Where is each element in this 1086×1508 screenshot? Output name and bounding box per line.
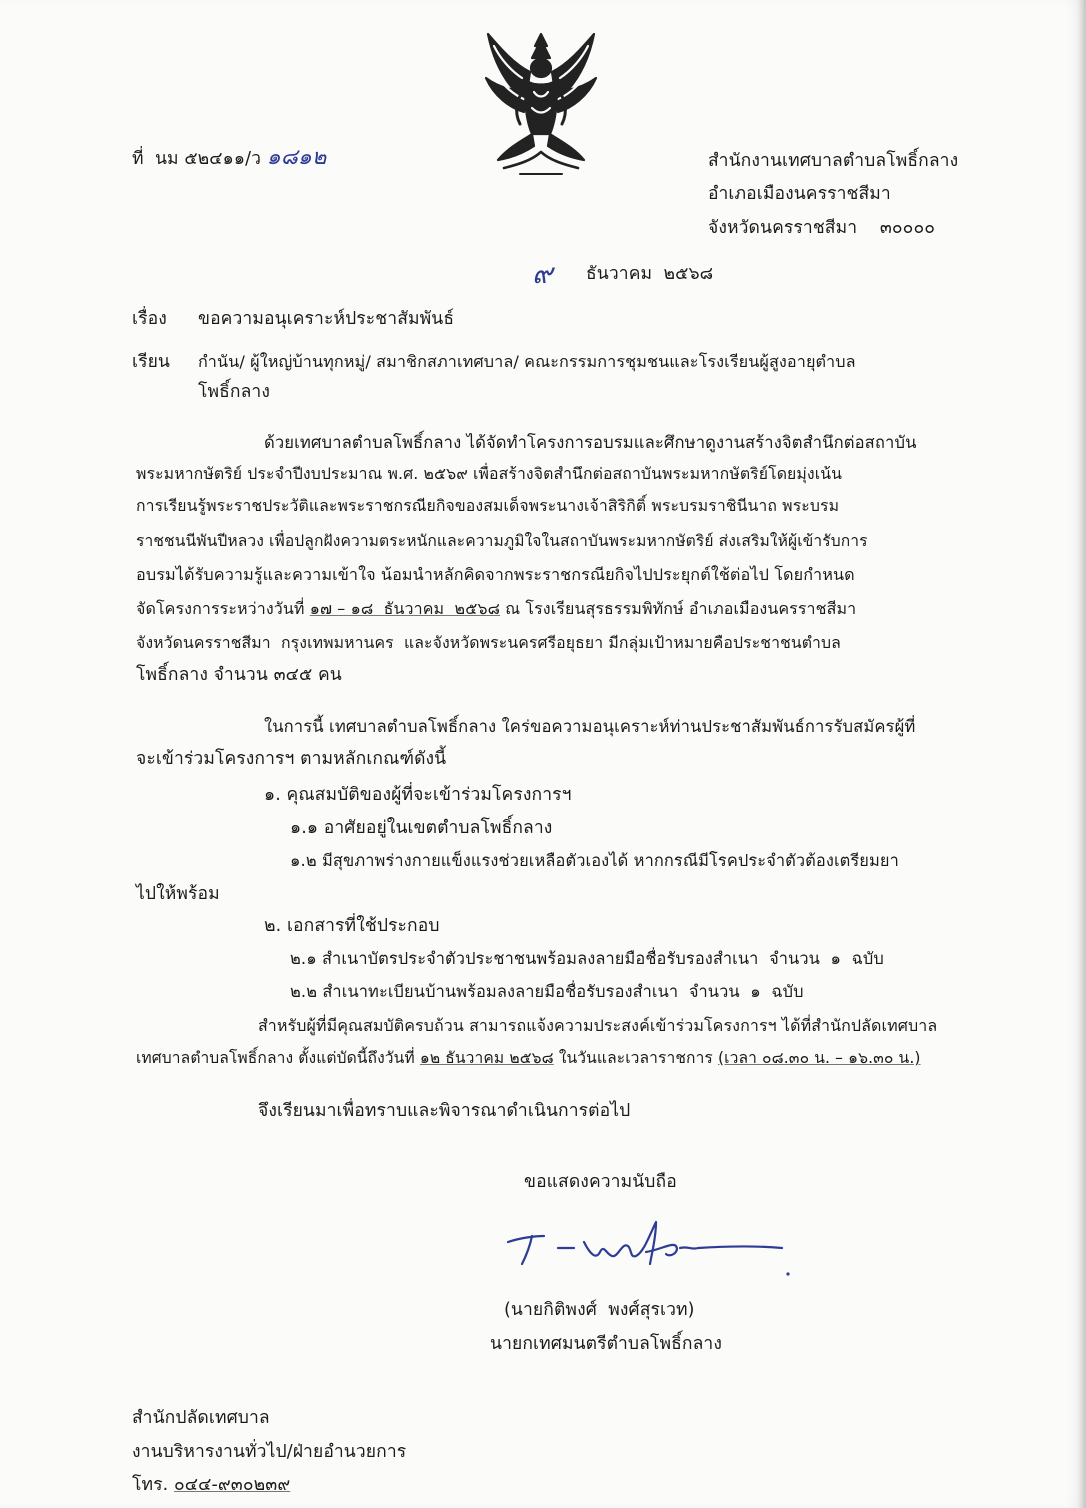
- footer-office: สำนักปลัดเทศบาล: [132, 1408, 270, 1428]
- salutation: ขอแสดงความนับถือ: [524, 1172, 677, 1192]
- footer-phone-number: ๐๔๔-๙๓๐๒๓๙: [173, 1475, 291, 1495]
- para1-line-4: ราชชนนีพันปีหลวง เพื่อปลูกฝังความตระหนักและความภูมิใจในสถาบันพระมหากษัตริย์ ส่งเสริมให้ผู้เข้ารับการ: [136, 532, 868, 550]
- para1-line-2: พระมหากษัตริย์ ประจำปีงบประมาณ พ.ศ. ๒๕๖๙ เพื่อสร้างจิตสำนึกต่อสถาบันพระมหากษัตริย์โดยมุ่งเน้น: [136, 464, 843, 483]
- para3-line-2: [136, 1046, 921, 1070]
- para3-line-1: สำหรับผู้ที่มีคุณสมบัติครบถ้วน สามารถแจ้งความประสงค์เข้าร่วมโครงการฯ ได้ที่สำนักปลัดเทศบาล: [258, 1016, 938, 1035]
- para1-line-6: [136, 597, 856, 621]
- criteria-1: ๑. คุณสมบัติของผู้ที่จะเข้าร่วมโครงการฯ: [264, 785, 572, 805]
- footer-phone: [132, 1473, 290, 1497]
- doc-number: [132, 146, 326, 171]
- date-day-handwritten: ๙: [532, 257, 553, 290]
- para1-line-7: จังหวัดนครราชสีมา กรุงเทพมหานคร และจังหวัดพระนครศรีอยุธยา มีกลุ่มเป้าหมายคือประชาชนตำบล: [136, 633, 841, 652]
- subject-text: ขอความอนุเคราะห์ประชาสัมพันธ์: [198, 309, 455, 329]
- deadline-date: ๑๒ ธันวาคม ๒๕๖๘: [419, 1049, 554, 1067]
- doc-number-label: ที่: [132, 149, 144, 169]
- para1-line-6-start: จัดโครงการระหว่างวันที่: [136, 599, 310, 618]
- criteria-2-1: ๒.๑ สำเนาบัตรประจำตัวประชาชนพร้อมลงลายมือชื่อรับรองสำเนา จำนวน ๑ ฉบับ: [290, 949, 884, 968]
- signature-icon: [500, 1212, 800, 1286]
- event-dates: ๑๗ – ๑๘ ธันวาคม ๒๕๖๘: [309, 599, 501, 618]
- sender-postcode: ๓๐๐๐๐: [879, 218, 935, 238]
- closing-request: จึงเรียนมาเพื่อทราบและพิจารณาดำเนินการต่อไป: [258, 1101, 631, 1121]
- to-line-1: กำนัน/ ผู้ใหญ่บ้านทุกหมู่/ สมาชิกสภาเทศบาล/ คณะกรรมการชุมชนและโรงเรียนผู้สูงอายุตำบล: [198, 352, 856, 371]
- office-hours: (เวลา ๐๘.๓๐ น. – ๑๖.๓๐ น.): [717, 1049, 921, 1067]
- criteria-1-2-cont: ไปให้พร้อม: [136, 884, 220, 904]
- garuda-emblem-icon: [480, 28, 602, 178]
- para3-line-2-start: เทศบาลตำบลโพธิ์กลาง ตั้งแต่บัดนี้ถึงวันที่: [136, 1049, 420, 1067]
- para2-line-2: จะเข้าร่วมโครงการฯ ตามหลักเกณฑ์ดังนี้: [136, 749, 447, 769]
- para3-line-2-mid: ในวันและเวลาราชการ: [553, 1049, 718, 1067]
- page-edge-shadow: [1078, 0, 1086, 1508]
- sender-line-3: [708, 216, 935, 240]
- criteria-1-2: ๑.๒ มีสุขภาพร่างกายแข็งแรงช่วยเหลือตัวเองได้ หากกรณีมีโรคประจำตัวต้องเตรียมยา: [290, 851, 899, 870]
- sender-province: จังหวัดนครราชสีมา: [708, 218, 858, 238]
- doc-number-handwritten: ๑๘๑๒: [266, 145, 327, 170]
- date-month-year: ธันวาคม ๒๕๖๘: [586, 264, 714, 284]
- to-line-2: โพธิ์กลาง: [198, 382, 271, 402]
- criteria-2-2: ๒.๒ สำเนาทะเบียนบ้านพร้อมลงลายมือชื่อรับรองสำเนา จำนวน ๑ ฉบับ: [290, 982, 804, 1001]
- subject-label: เรื่อง: [132, 309, 167, 329]
- para2-line-1: ในการนี้ เทศบาลตำบลโพธิ์กลาง ใคร่ขอความอนุเคราะห์ท่านประชาสัมพันธ์การรับสมัครผู้ที่: [264, 717, 916, 736]
- footer-division: งานบริหารงานทั่วไป/ฝ่ายอำนวยการ: [132, 1442, 407, 1462]
- signer-name: (นายกิติพงศ์ พงศ์สุรเวท): [504, 1300, 695, 1320]
- para1-line-1: ด้วยเทศบาลตำบลโพธิ์กลาง ได้จัดทำโครงการอบรมและศึกษาดูงานสร้างจิตสำนึกต่อสถาบัน: [264, 433, 917, 452]
- para1-line-3: การเรียนรู้พระราชประวัติและพระราชกรณียกิจของสมเด็จพระนางเจ้าสิริกิติ์ พระบรมราชินีนาถ พระบรม: [136, 496, 840, 515]
- signer-position: นายกเทศมนตรีตำบลโพธิ์กลาง: [490, 1334, 722, 1354]
- criteria-1-1: ๑.๑ อาศัยอยู่ในเขตตำบลโพธิ์กลาง: [290, 818, 553, 838]
- doc-number-code: นม ๕๒๔๑๑/ว: [154, 149, 261, 169]
- letter-date: [532, 252, 553, 296]
- para1-line-8: โพธิ์กลาง จำนวน ๓๔๕ คน: [136, 665, 342, 685]
- footer-phone-label: โทร.: [132, 1475, 169, 1495]
- criteria-2: ๒. เอกสารที่ใช้ประกอบ: [264, 916, 440, 936]
- para1-line-6-end: ณ โรงเรียนสุรธรรมพิทักษ์ อำเภอเมืองนครราชสีมา: [500, 599, 857, 618]
- to-label: เรียน: [132, 352, 170, 372]
- para1-line-5: อบรมได้รับความรู้และความเข้าใจ น้อมนำหลักคิดจากพระราชกรณียกิจไปประยุกต์ใช้ต่อไป โดยกำหนด: [136, 565, 855, 584]
- sender-line-1: สำนักงานเทศบาลตำบลโพธิ์กลาง: [708, 151, 959, 171]
- sender-line-2: อำเภอเมืองนครราชสีมา: [708, 184, 891, 204]
